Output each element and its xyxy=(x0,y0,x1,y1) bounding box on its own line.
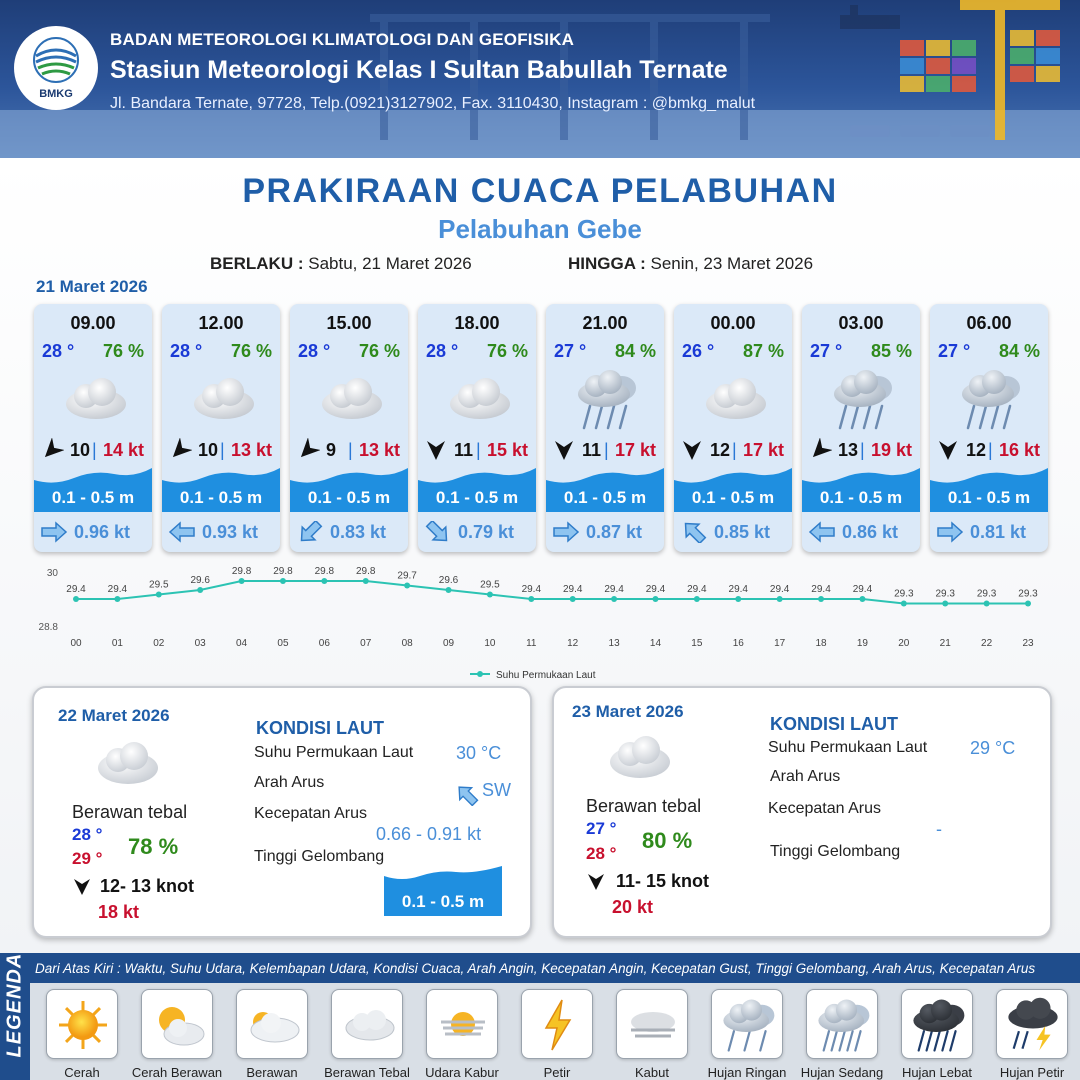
page-title: PRAKIRAAN CUACA PELABUHAN xyxy=(242,172,838,210)
card-current xyxy=(546,520,664,544)
current-direction-icon xyxy=(552,521,580,543)
legend-marker xyxy=(477,671,483,677)
data-point xyxy=(1025,601,1031,607)
day2-current-arrow-icon xyxy=(454,784,480,806)
moderate-rain-icon xyxy=(806,989,878,1059)
data-point xyxy=(694,596,700,602)
x-tick-label: 21 xyxy=(939,638,951,649)
day2-humidity: 78 % xyxy=(128,834,179,859)
card-wave-height: 0.1 - 0.5 m xyxy=(819,488,903,507)
card-wind-speed: 12 xyxy=(710,440,731,460)
cloud-icon xyxy=(58,366,130,432)
day3-gust: 20 kt xyxy=(612,897,654,917)
valid-from xyxy=(210,254,472,274)
legend-item-label: Kabut xyxy=(635,1065,669,1080)
valid-to-label: HINGGA : xyxy=(568,254,646,273)
data-label: 29.4 xyxy=(66,584,86,595)
card-temperature: 28 ° xyxy=(426,341,459,361)
wind-direction-icon xyxy=(296,438,320,462)
card-current xyxy=(162,520,280,544)
day3-temp-max: 28 ° xyxy=(586,844,617,863)
card-current xyxy=(674,520,792,544)
light-rain-icon xyxy=(826,366,898,432)
data-label: 29.4 xyxy=(687,584,707,595)
day1-date: 21 Maret 2026 xyxy=(36,277,148,296)
data-point xyxy=(197,587,203,593)
wind-direction-icon xyxy=(552,438,576,462)
station-name: Stasiun Meteorologi Kelas I Sultan Babullah Ternate xyxy=(110,56,728,84)
card-gust: 15 kt xyxy=(486,440,528,460)
card-wind xyxy=(674,438,792,462)
card-humidity: 84 % xyxy=(998,341,1040,361)
day2-current-speed-label: Kecepatan Arus xyxy=(254,805,367,822)
x-tick-label: 22 xyxy=(981,638,993,649)
data-point xyxy=(611,596,617,602)
light-rain-icon xyxy=(954,366,1026,432)
data-point xyxy=(859,596,865,602)
card-gust: 13 kt xyxy=(230,440,272,460)
card-wind xyxy=(162,438,280,462)
cloud-icon xyxy=(698,366,770,432)
y-tick-label: 28.8 xyxy=(38,622,58,633)
legend-item-label: Berawan Tebal xyxy=(324,1065,410,1080)
data-label: 29.4 xyxy=(852,584,873,595)
data-label: 29.4 xyxy=(521,584,542,595)
card-temperature: 28 ° xyxy=(42,341,75,361)
x-tick-label: 02 xyxy=(153,638,165,649)
data-label: 29.4 xyxy=(728,584,748,595)
card-wind-separator: | xyxy=(860,440,865,460)
card-wind-separator: | xyxy=(604,440,609,460)
card-wind-speed: 10 xyxy=(198,440,219,460)
card-humidity: 76 % xyxy=(358,341,400,361)
x-tick-label: 00 xyxy=(70,638,82,649)
haze-icon xyxy=(426,989,498,1059)
x-tick-label: 08 xyxy=(401,638,413,649)
light-rain-icon xyxy=(711,989,783,1059)
day3-temp-min: 27 ° xyxy=(586,819,617,838)
x-tick-label: 03 xyxy=(194,638,206,649)
data-point xyxy=(404,583,410,589)
forecast-card xyxy=(162,304,280,552)
legend-item-label: Hujan Sedang xyxy=(800,1065,884,1080)
data-label: 29.4 xyxy=(645,584,666,595)
day3-wind-arrow-icon xyxy=(586,871,606,891)
day2-gust: 18 kt xyxy=(98,902,140,922)
card-humidity: 76 % xyxy=(486,341,528,361)
cloud-icon xyxy=(331,989,403,1059)
card-current-speed: 0.83 kt xyxy=(330,522,387,542)
card-current-speed: 0.85 kt xyxy=(714,522,771,542)
card-wind xyxy=(802,438,920,462)
day2-sst-value: 30 °C xyxy=(456,743,502,763)
card-time: 21.00 xyxy=(582,313,628,333)
day2-wave-value: 0.1 - 0.5 m xyxy=(401,892,485,911)
x-tick-label: 05 xyxy=(277,638,289,649)
data-label: 29.3 xyxy=(1018,588,1038,600)
fog-icon xyxy=(616,989,688,1059)
legend-item-label: Petir xyxy=(543,1065,571,1080)
legend-description: Dari Atas Kiri : Waktu, Suhu Udara, Kelembapan Udara, Kondisi Cuaca, Arah Angin, Kecepatan Angin, Kecepatan Gust, Tinggi Gelombang, Arah Arus, Kecepatan Arus xyxy=(30,953,1080,983)
data-point xyxy=(652,596,658,602)
data-label: 29.4 xyxy=(562,584,583,595)
data-label: 29.3 xyxy=(935,588,955,600)
day2-current-dir-value: SW xyxy=(482,780,511,800)
heavy-rain-icon xyxy=(901,989,973,1059)
forecast-card xyxy=(802,304,920,552)
wind-direction-icon xyxy=(40,438,64,462)
day3-sea-title: KONDISI LAUT xyxy=(770,714,898,734)
card-humidity: 84 % xyxy=(614,341,656,361)
valid-from-value: Sabtu, 21 Maret 2026 xyxy=(308,254,472,273)
valid-from-label: BERLAKU : xyxy=(210,254,304,273)
current-direction-icon xyxy=(936,521,964,543)
x-tick-label: 13 xyxy=(608,638,620,649)
card-humidity: 76 % xyxy=(102,341,144,361)
cloud-icon xyxy=(314,366,386,432)
day3-sst-label: Suhu Permukaan Laut xyxy=(768,739,928,756)
day2-temp-max: 29 ° xyxy=(72,849,103,868)
data-point xyxy=(446,587,452,593)
card-temperature: 27 ° xyxy=(810,341,843,361)
data-point xyxy=(984,601,990,607)
card-time: 00.00 xyxy=(710,313,756,333)
card-wind xyxy=(418,438,536,462)
legend-item-label: Hujan Petir xyxy=(999,1065,1065,1080)
card-current-speed: 0.87 kt xyxy=(586,522,643,542)
data-label: 29.7 xyxy=(397,570,417,582)
current-direction-icon xyxy=(424,521,452,543)
day2-cloud-icon xyxy=(94,740,164,790)
sun-cloud-icon xyxy=(141,989,213,1059)
card-wind-speed: 9 xyxy=(326,440,337,460)
data-label: 29.6 xyxy=(438,575,459,586)
x-tick-label: 14 xyxy=(649,638,662,649)
hourly-forecast-cards xyxy=(34,304,1054,552)
day2-wind-speed: 12- 13 knot xyxy=(100,876,195,896)
card-wind-speed: 13 xyxy=(838,440,859,460)
x-tick-label: 07 xyxy=(360,638,372,649)
bmkg-logo-text: BMKG xyxy=(39,88,73,100)
x-tick-label: 10 xyxy=(484,638,496,649)
forecast-card xyxy=(546,304,664,552)
card-current xyxy=(418,520,536,544)
card-wind-separator: | xyxy=(988,440,993,460)
card-wave-height: 0.1 - 0.5 m xyxy=(691,488,775,507)
x-tick-label: 04 xyxy=(236,638,248,649)
day2-sea-title: KONDISI LAUT xyxy=(256,718,384,738)
day3-current-dir-label: Arah Arus xyxy=(770,768,841,785)
day3-humidity: 80 % xyxy=(642,828,693,853)
current-direction-icon xyxy=(296,521,324,543)
legend xyxy=(0,953,1080,1080)
forecast-card xyxy=(930,304,1048,552)
data-label: 29.4 xyxy=(811,584,831,595)
data-label: 29.3 xyxy=(894,588,914,600)
x-tick-label: 11 xyxy=(526,638,537,649)
card-humidity: 85 % xyxy=(870,341,912,361)
day2-wave-label: Tinggi Gelombang xyxy=(254,848,385,865)
current-direction-icon xyxy=(168,521,196,543)
data-label: 29.4 xyxy=(769,584,790,595)
card-wind-separator: | xyxy=(348,440,353,460)
bmkg-logo xyxy=(14,26,98,110)
card-current-speed: 0.96 kt xyxy=(74,522,131,542)
sea-surface-temperature-chart xyxy=(30,560,1060,685)
day3-cloud-icon xyxy=(606,734,676,784)
legend-item-label: Hujan Lebat xyxy=(901,1065,973,1080)
card-current xyxy=(34,520,152,544)
station-address: Jl. Bandara Ternate, 97728, Telp.(0921)3127902, Fax. 3110430, Instagram : @bmkg_malut xyxy=(110,95,756,112)
card-current xyxy=(290,520,408,544)
data-point xyxy=(239,578,245,584)
card-time: 03.00 xyxy=(838,313,884,333)
day2-condition: Berawan tebal xyxy=(72,802,188,822)
cloud-icon xyxy=(186,366,258,432)
data-point xyxy=(570,596,576,602)
current-direction-icon xyxy=(680,521,708,543)
card-wind xyxy=(290,438,408,462)
card-wave-height: 0.1 - 0.5 m xyxy=(435,488,519,507)
day2-wind-arrow-icon xyxy=(72,876,92,896)
data-label: 29.4 xyxy=(604,584,624,595)
x-tick-label: 12 xyxy=(567,638,579,649)
wind-direction-icon xyxy=(936,438,960,462)
wind-direction-icon xyxy=(680,438,704,462)
card-temperature: 27 ° xyxy=(938,341,971,361)
card-wind-separator: | xyxy=(732,440,737,460)
card-gust: 17 kt xyxy=(742,440,784,460)
cloud-sun-icon xyxy=(236,989,308,1059)
card-humidity: 76 % xyxy=(230,341,272,361)
card-time: 09.00 xyxy=(70,313,116,333)
forecast-card xyxy=(674,304,792,552)
day3-current-speed-label: Kecepatan Arus xyxy=(768,800,881,817)
forecast-card xyxy=(34,304,152,552)
x-tick-label: 20 xyxy=(898,638,910,649)
legend-label: Suhu Permukaan Laut xyxy=(496,670,596,681)
day3-wind-speed: 11- 15 knot xyxy=(616,871,710,891)
x-tick-label: 01 xyxy=(111,638,123,649)
data-label: 29.8 xyxy=(231,566,252,577)
data-label: 29.3 xyxy=(976,588,997,600)
card-gust: 14 kt xyxy=(102,440,144,460)
x-tick-label: 23 xyxy=(1022,638,1034,649)
data-point xyxy=(73,596,79,602)
card-wind-separator: | xyxy=(92,440,97,460)
day2-current-dir-label: Arah Arus xyxy=(254,774,325,791)
card-gust: 16 kt xyxy=(998,440,1040,460)
data-point xyxy=(818,596,824,602)
card-current xyxy=(802,520,920,544)
card-gust: 17 kt xyxy=(614,440,656,460)
card-wind-speed: 11 xyxy=(454,440,474,460)
card-wave-height: 0.1 - 0.5 m xyxy=(947,488,1031,507)
data-label: 29.8 xyxy=(314,566,335,577)
card-time: 18.00 xyxy=(454,313,500,333)
card-wind xyxy=(930,438,1048,462)
current-direction-icon xyxy=(808,521,836,543)
data-point xyxy=(321,578,327,584)
x-tick-label: 17 xyxy=(774,638,786,649)
card-wave-height: 0.1 - 0.5 m xyxy=(51,488,135,507)
card-current-speed: 0.93 kt xyxy=(202,522,259,542)
card-wind xyxy=(34,438,152,462)
legend-item-label: Cerah Berawan xyxy=(131,1065,223,1080)
legend-item-label: Berawan xyxy=(246,1065,298,1080)
card-wind-separator: | xyxy=(220,440,225,460)
wind-direction-icon xyxy=(424,438,448,462)
valid-to xyxy=(568,254,813,274)
day3-forecast-box xyxy=(552,686,1052,938)
data-point xyxy=(901,601,907,607)
forecast-card xyxy=(418,304,536,552)
data-point xyxy=(942,601,948,607)
light-rain-icon xyxy=(570,366,642,432)
legend-item-label: Udara Kabur xyxy=(425,1065,499,1080)
card-time: 12.00 xyxy=(198,313,244,333)
card-current-speed: 0.79 kt xyxy=(458,522,515,542)
data-point xyxy=(487,592,493,598)
legend-side-label: LEGENDA xyxy=(3,952,26,1058)
card-wind-speed: 11 xyxy=(582,440,602,460)
x-tick-label: 18 xyxy=(815,638,827,649)
card-current-speed: 0.86 kt xyxy=(842,522,899,542)
data-point xyxy=(735,596,741,602)
thunderstorm-icon xyxy=(996,989,1068,1059)
series-line xyxy=(76,581,1028,604)
card-gust: 19 kt xyxy=(870,440,912,460)
card-wave-height: 0.1 - 0.5 m xyxy=(563,488,647,507)
card-current xyxy=(930,520,1048,544)
x-tick-label: 09 xyxy=(442,638,455,649)
forecast-card xyxy=(290,304,408,552)
cloud-icon xyxy=(442,366,514,432)
day2-current-speed-value: 0.66 - 0.91 kt xyxy=(376,824,482,844)
card-wave-height: 0.1 - 0.5 m xyxy=(307,488,391,507)
legend-side-bar xyxy=(0,953,30,1080)
lightning-icon xyxy=(521,989,593,1059)
data-label: 29.8 xyxy=(356,566,376,577)
data-point xyxy=(156,592,162,598)
card-wind xyxy=(546,438,664,462)
card-temperature: 26 ° xyxy=(682,341,715,361)
x-tick-label: 15 xyxy=(691,638,703,649)
wind-direction-icon xyxy=(808,438,832,462)
day2-temp-min: 28 ° xyxy=(72,825,103,844)
card-temperature: 28 ° xyxy=(170,341,203,361)
day2-sst-label: Suhu Permukaan Laut xyxy=(254,744,414,761)
data-point xyxy=(280,578,286,584)
card-current-speed: 0.81 kt xyxy=(970,522,1027,542)
card-gust: 13 kt xyxy=(358,440,400,460)
card-humidity: 87 % xyxy=(742,341,784,361)
day3-date: 23 Maret 2026 xyxy=(572,702,684,721)
card-temperature: 27 ° xyxy=(554,341,587,361)
day3-sst-value: 29 °C xyxy=(970,738,1016,758)
wind-direction-icon xyxy=(168,438,192,462)
data-label: 29.5 xyxy=(149,579,169,591)
card-wind-separator: | xyxy=(476,440,481,460)
current-direction-icon xyxy=(40,521,68,543)
y-tick-label: 30 xyxy=(46,568,58,579)
port-name: Pelabuhan Gebe xyxy=(438,214,642,244)
data-label: 29.5 xyxy=(480,579,500,591)
day3-wave-label: Tinggi Gelombang xyxy=(770,843,901,860)
card-temperature: 28 ° xyxy=(298,341,331,361)
x-tick-label: 19 xyxy=(856,638,868,649)
data-label: 29.6 xyxy=(190,575,210,586)
valid-to-value: Senin, 23 Maret 2026 xyxy=(650,254,814,273)
data-point xyxy=(777,596,783,602)
day2-date: 22 Maret 2026 xyxy=(58,706,170,725)
card-time: 15.00 xyxy=(326,313,372,333)
x-tick-label: 16 xyxy=(732,638,744,649)
data-point xyxy=(363,578,369,584)
day3-current-speed-value: - xyxy=(936,819,942,839)
data-label: 29.4 xyxy=(107,584,128,595)
day2-forecast-box xyxy=(32,686,532,938)
sun-icon xyxy=(46,989,118,1059)
legend-item-label: Hujan Ringan xyxy=(707,1065,787,1080)
card-wave-height: 0.1 - 0.5 m xyxy=(179,488,263,507)
day3-condition: Berawan tebal xyxy=(586,796,702,816)
header-banner xyxy=(0,0,1080,158)
data-point xyxy=(114,596,120,602)
card-time: 06.00 xyxy=(966,313,1012,333)
data-label: 29.8 xyxy=(273,566,293,577)
card-wind-speed: 10 xyxy=(70,440,91,460)
legend-item-label: Cerah xyxy=(64,1065,100,1080)
card-wind-speed: 12 xyxy=(966,440,987,460)
data-point xyxy=(528,596,534,602)
organization-name: BADAN METEOROLOGI KLIMATOLOGI DAN GEOFISIKA xyxy=(110,30,575,49)
x-tick-label: 06 xyxy=(318,638,330,649)
